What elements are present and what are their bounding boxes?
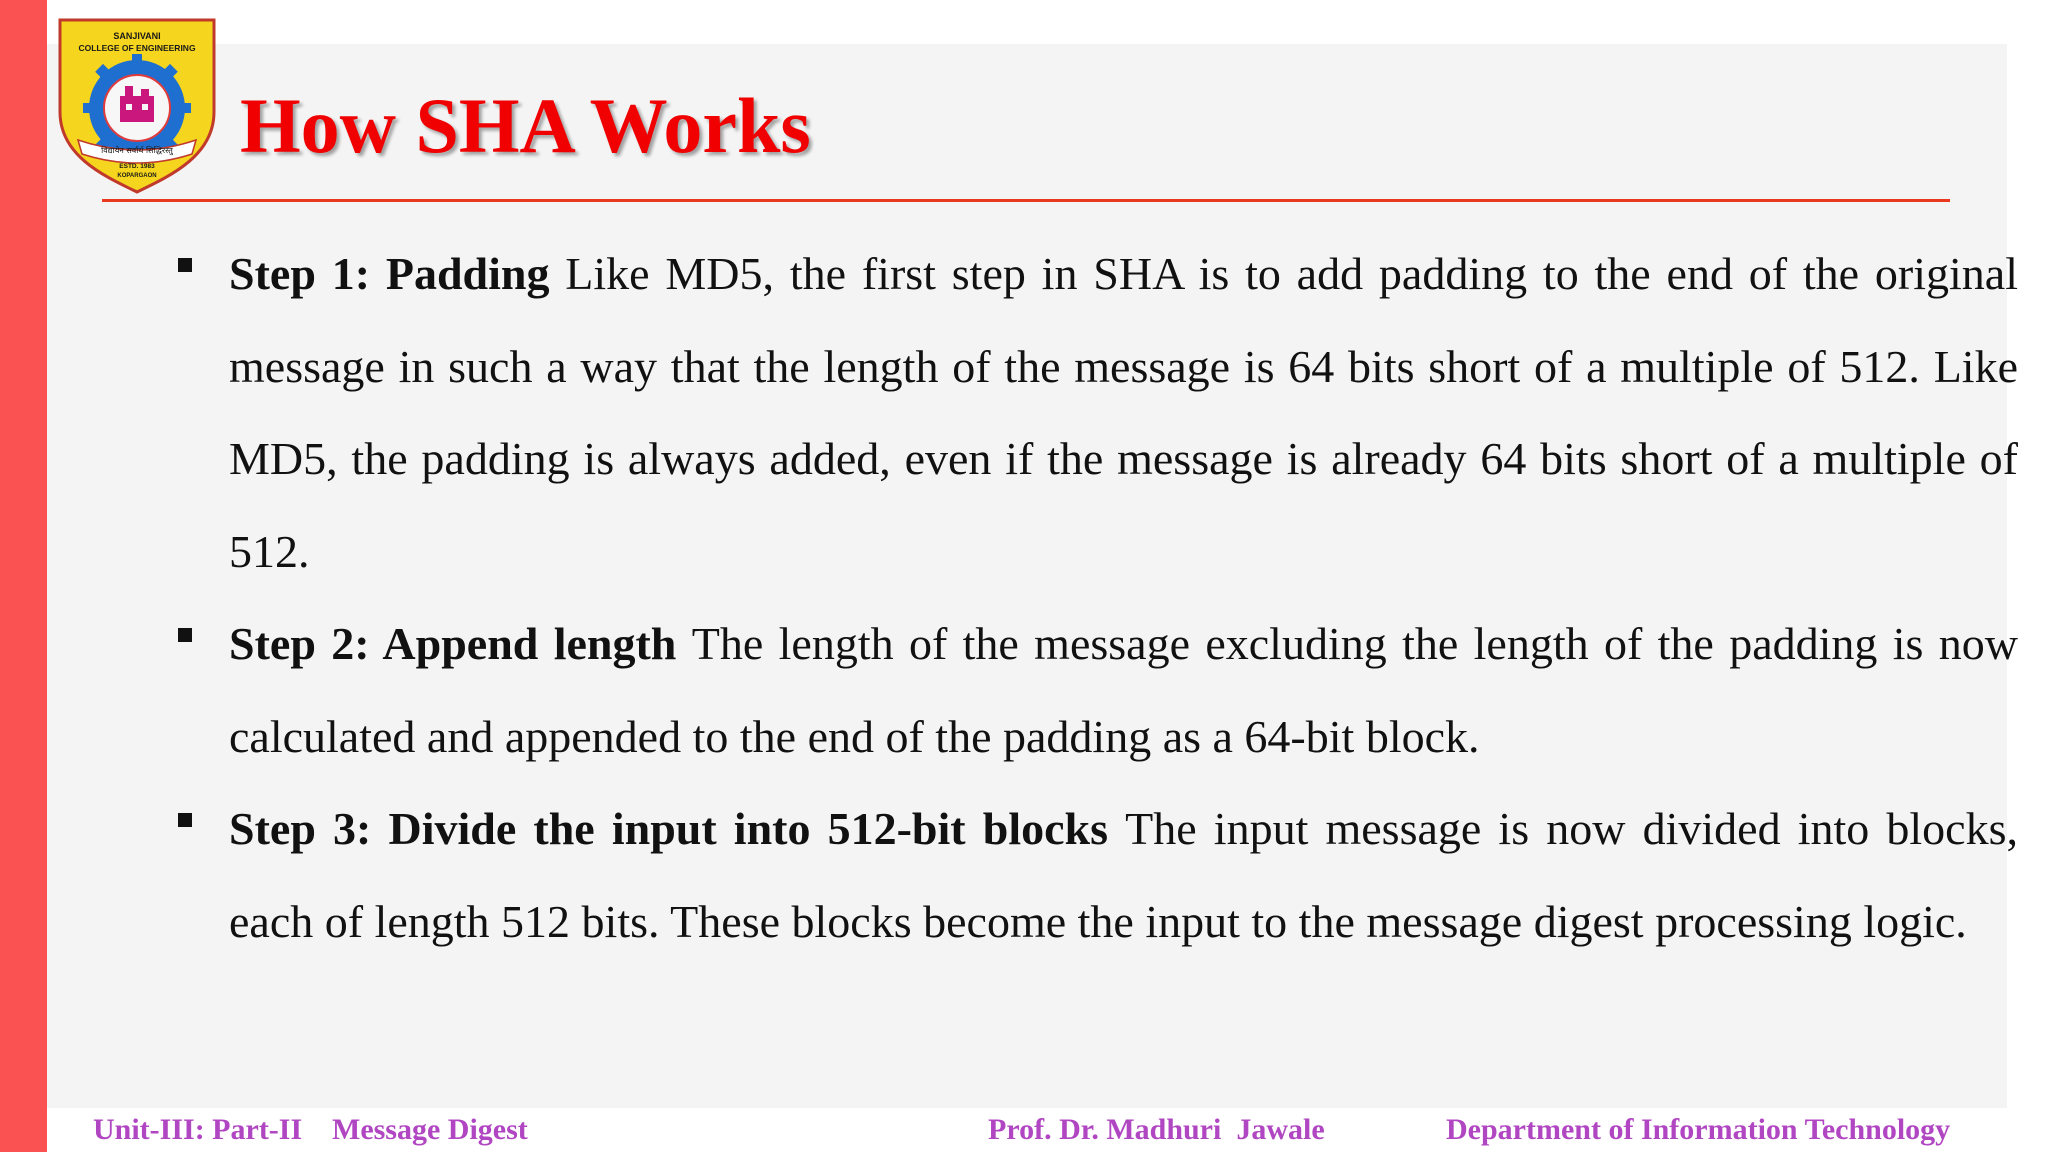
square-bullet-icon	[178, 258, 192, 272]
logo-college-name: SANJIVANI	[113, 31, 161, 41]
logo-motto: विद्यायेन सर्वार्थ सिद्धिरस्तु	[101, 146, 173, 155]
step-text: The input message is now divided into blocks, each of length 512 bits. These blocks become the input to the message digest processing logic.	[229, 803, 2018, 947]
logo-location: KOPARGAON	[117, 173, 157, 179]
footer-department: Department of Information Technology	[1446, 1113, 1951, 1146]
step-item-3	[172, 783, 2018, 968]
footer-topic: Message Digest	[332, 1113, 528, 1146]
steps-list	[172, 228, 2018, 968]
square-bullet-icon	[178, 813, 192, 827]
step-item-2	[172, 598, 2018, 783]
left-accent-bar	[0, 0, 47, 1152]
slide-footer	[0, 1108, 2048, 1152]
square-bullet-icon	[178, 628, 192, 642]
step-text: Like MD5, the first step in SHA is to add padding to the end of the original message in such a way that the length of the message is 64 bits short of a multiple of 512. Like MD5, the padding is always added, even if the message is already 64 bits short of a multiple of 512.	[229, 248, 2018, 577]
step-text: The length of the message excluding the length of the padding is now calculated and appended to the end of the padding as a 64-bit block.	[229, 618, 2018, 762]
footer-unit: Unit-III: Part-II	[93, 1113, 303, 1146]
logo-established: ESTD. 1983	[119, 163, 155, 170]
step-label: Step 2: Append length	[229, 618, 692, 669]
step-label: Step 1: Padding	[229, 248, 566, 299]
footer-professor: Prof. Dr. Madhuri Jawale	[988, 1113, 1325, 1146]
slide-title: How SHA Works	[240, 82, 811, 169]
step-label: Step 3: Divide the input into 512-bit blocks	[229, 803, 1126, 854]
step-item-1	[172, 228, 2018, 598]
college-logo	[52, 16, 222, 196]
logo-college-subtitle: COLLEGE OF ENGINEERING	[78, 43, 196, 53]
title-divider	[102, 199, 1950, 202]
